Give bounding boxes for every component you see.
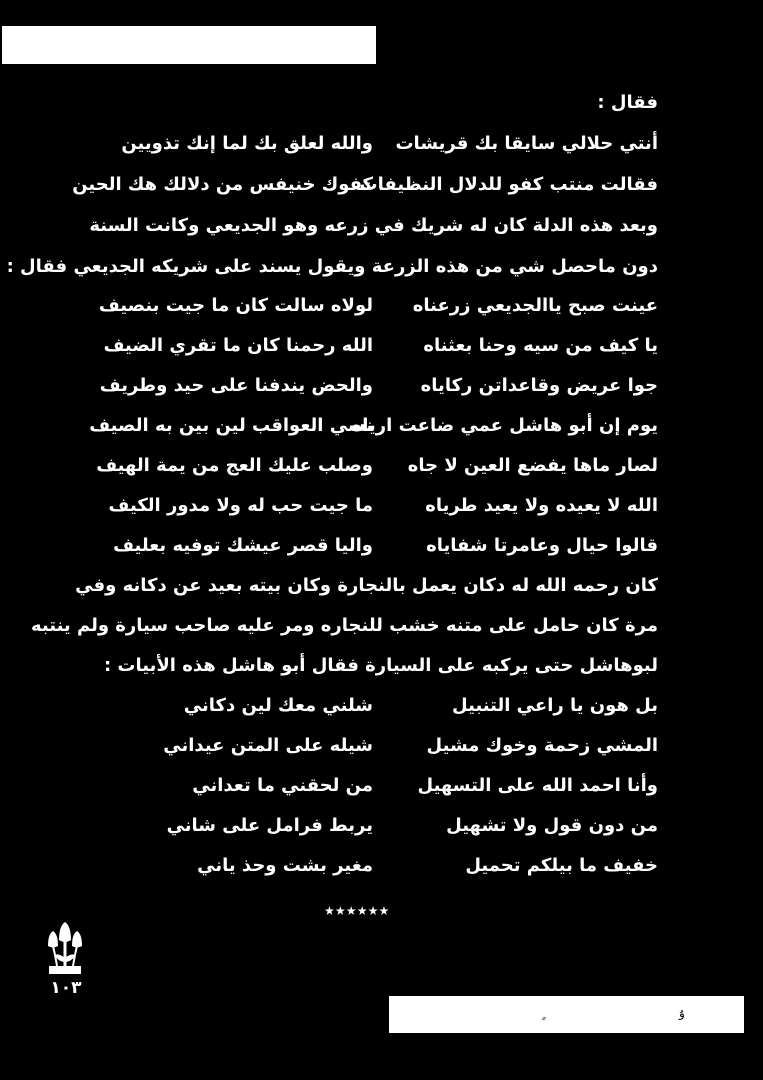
verse-right-hemistich: الله لا يعيده ولا يعيد طرياه bbox=[425, 495, 658, 516]
intro-line: فقال : bbox=[597, 92, 658, 113]
verse-right-hemistich: فقالت منتب كفو للدلال النظيفات bbox=[359, 174, 658, 195]
verse-left-hemistich: من لحقني ما تعداني bbox=[192, 775, 373, 796]
verse-right-hemistich: عينت صبح ياالجديعي زرعناه bbox=[412, 295, 658, 316]
bottom-redaction-bar bbox=[389, 996, 744, 1033]
verse-right-hemistich: المشي زحمة وخوك مشيل bbox=[426, 735, 658, 756]
verse-left-hemistich: كفوك خنيفس من دلالك هك الحين bbox=[72, 174, 373, 195]
verse-right-hemistich: من دون قول ولا تشهيل bbox=[446, 815, 658, 836]
verse-right-hemistich: أنتي حلالي سايقا بك قريشات bbox=[395, 133, 658, 154]
verse-left-hemistich: الله رحمنا كان ما تقري الضيف bbox=[103, 335, 373, 356]
tulip-icon bbox=[45, 918, 85, 978]
prose-line: وبعد هذه الدلة كان له شريك في زرعه وهو الجديعي وكانت السنة bbox=[89, 215, 658, 236]
verse-left-hemistich: واليا قصر عيشك توفيه بعليف bbox=[113, 535, 373, 556]
verse-right-hemistich: جوا عريض وقاعداتن ركاياه bbox=[420, 375, 658, 396]
verse-left-hemistich: لولاه سالت كان ما جيت بنصيف bbox=[98, 295, 373, 316]
verse-right-hemistich: لصار ماها يفضع العين لا جاه bbox=[407, 455, 658, 476]
verse-right-hemistich: وأنا احمد الله على التسهيل bbox=[417, 775, 658, 796]
section-separator: ٭٭٭٭٭٭ bbox=[324, 898, 390, 922]
verse-left-hemistich: ما جيت حب له ولا مدور الكيف bbox=[108, 495, 373, 516]
verse-left-hemistich: شيله على المتن عيداني bbox=[163, 735, 373, 756]
verse-left-hemistich: مغير بشت وحذ ياني bbox=[197, 855, 373, 876]
top-redaction-bar bbox=[2, 26, 376, 64]
verse-left-hemistich: والحض يندفنا على حيد وطريف bbox=[99, 375, 373, 396]
prose-line: لبوهاشل حتى يركبه على السيارة فقال أبو هاشل هذه الأبيات : bbox=[103, 655, 658, 676]
verse-right-hemistich: يوم إن أبو هاشل عمي ضاعت ارياه bbox=[351, 415, 658, 436]
verse-right-hemistich: يا كيف من سيه وحنا بعثناه bbox=[423, 335, 658, 356]
verse-left-hemistich: نسي العواقب لين بين به الصيف bbox=[89, 415, 373, 436]
bottom-bar-mark: ۇ bbox=[679, 1006, 685, 1020]
verse-left-hemistich: شلني معك لين دكاني bbox=[183, 695, 373, 716]
verse-left-hemistich: والله لعلق بك لما إنك تذويين bbox=[121, 133, 373, 154]
verse-right-hemistich: خفيف ما بيلكم تحميل bbox=[465, 855, 658, 876]
prose-line: كان رحمه الله له دكان يعمل بالنجارة وكان بيته بعيد عن دكانه وفي bbox=[75, 575, 658, 596]
verse-right-hemistich: قالوا حيال وعامرتا شفاياه bbox=[426, 535, 658, 556]
verse-right-hemistich: بل هون يا راعي التنبيل bbox=[452, 695, 658, 716]
verse-left-hemistich: يربط فرامل على شاني bbox=[166, 815, 373, 836]
page-number: ١٠٣ bbox=[50, 978, 82, 998]
verse-left-hemistich: وصلب عليك العج من يمة الهيف bbox=[96, 455, 373, 476]
prose-line: مرة كان حامل على متنه خشب للنجاره ومر عليه صاحب سيارة ولم ينتبه bbox=[30, 615, 658, 636]
prose-line: دون ماحصل شي من هذه الزرعة ويقول يسند على شريكه الجديعي فقال : bbox=[6, 256, 658, 277]
